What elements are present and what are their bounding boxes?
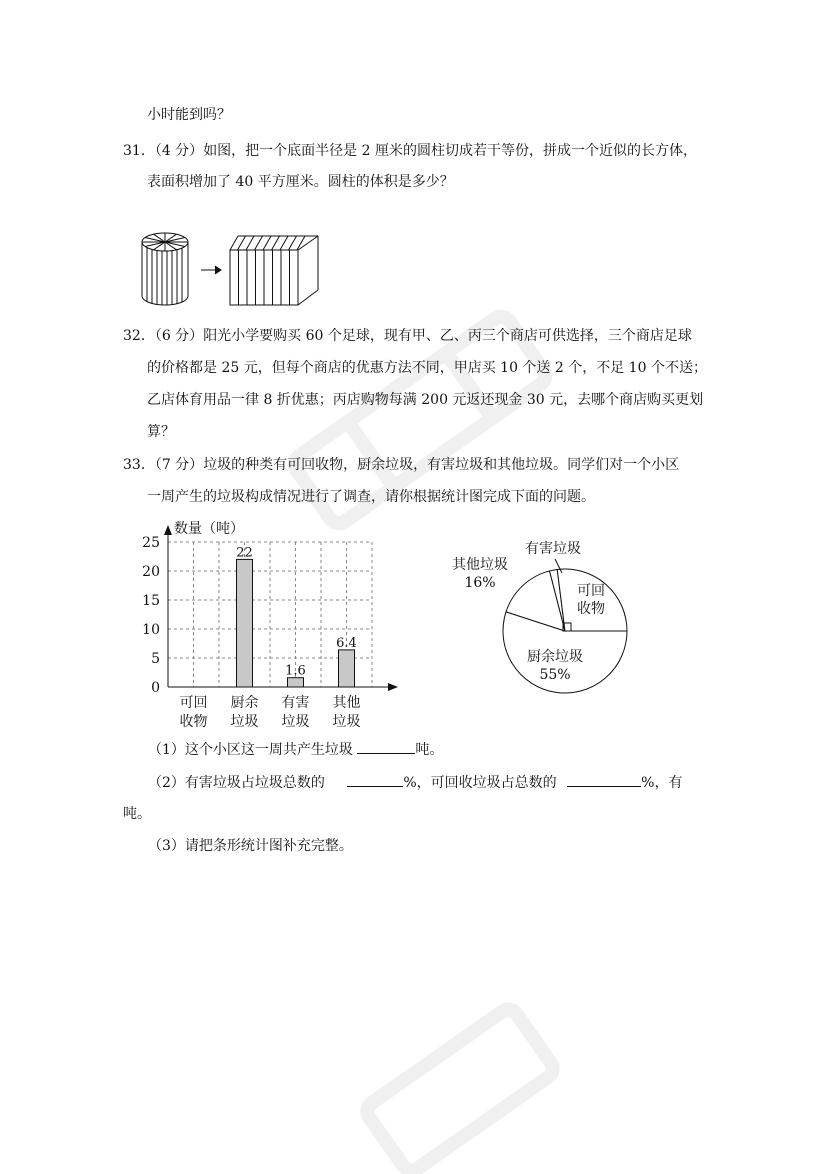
y-tick-label: 0 — [151, 680, 160, 696]
pie-slice-label: 可回 — [577, 583, 605, 599]
pie-slice-label: 厨余垃圾 — [527, 649, 583, 665]
q33-sub2 — [148, 772, 682, 793]
q33-sub1-prefix: （1）这个小区这一周共产生垃圾 — [148, 742, 353, 758]
q33-sub2-line2: 吨。 — [123, 806, 151, 822]
y-tick-label: 5 — [151, 651, 160, 667]
q33-sub2-mid: %，可回收垃圾占总数的 — [403, 775, 557, 791]
cuboid-top-slice — [255, 236, 263, 250]
q33-number: 33． — [123, 457, 155, 473]
pie-slice — [557, 569, 627, 631]
answer-blank-total[interactable] — [357, 739, 415, 754]
x-category-label: 可回 — [179, 695, 208, 711]
cylinder-figure — [142, 233, 188, 305]
q32-line3: 乙店体育用品一律 8 折优惠；丙店购物每满 200 元返还现金 30 元，去哪个商店购买更划 — [147, 392, 704, 408]
pie-slice-percent: 16% — [464, 575, 496, 591]
q33-points: （7 分） — [154, 457, 204, 473]
bar — [288, 678, 304, 687]
y-tick-label: 15 — [142, 593, 160, 609]
pie-slice-label: 其他垃圾 — [452, 557, 508, 573]
cuboid-top-slice — [280, 236, 288, 250]
q31-number: 31． — [123, 143, 155, 159]
prev-question-continuation: 小时能到吗？ — [147, 107, 231, 123]
q32-number: 32． — [123, 328, 155, 344]
pie-slice-percent: 55% — [539, 667, 571, 683]
q31-line2: 表面积增加了 40 平方厘米。圆柱的体积是多少？ — [147, 174, 454, 190]
y-tick-label: 10 — [142, 622, 160, 638]
q33-sub2-suffix: %，有 — [641, 775, 683, 791]
q31-text-1: 如图，把一个底面半径是 2 厘米的圆柱切成若干等份，拼成一个近似的长方体， — [203, 143, 697, 159]
x-category-label: 垃圾 — [230, 714, 259, 730]
cuboid-top-slice — [238, 236, 246, 250]
q33-sub2-prefix: （2）有害垃圾占垃圾总数的 — [148, 775, 325, 791]
bar-chart — [140, 515, 405, 730]
y-axis-arrow — [164, 525, 172, 535]
q32-line1 — [123, 326, 692, 346]
q33-sub1-suffix: 吨。 — [415, 742, 444, 758]
answer-blank-recyclable-percent[interactable] — [567, 772, 641, 787]
x-category-label: 其他 — [332, 695, 361, 711]
x-axis-arrow — [388, 683, 398, 691]
pie-slice-label: 有害垃圾 — [525, 541, 581, 557]
answer-blank-harmful-percent[interactable] — [347, 772, 403, 787]
x-category-label: 收物 — [179, 714, 208, 730]
x-category-label: 有害 — [281, 695, 310, 711]
cuboid-top-slice — [246, 236, 254, 250]
q32-line2: 的价格都是 25 元，但每个商店的优惠方法不同，甲店买 10 个送 2 个，不足 10 个不送； — [147, 360, 707, 376]
y-tick-label: 25 — [142, 535, 160, 551]
x-category-label: 垃圾 — [281, 714, 310, 730]
pie-slice-label: 收物 — [577, 601, 605, 617]
q33-sub3: （3）请把条形统计图补充完整。 — [148, 838, 353, 854]
q33-sub1 — [148, 739, 443, 760]
q31-line1 — [123, 141, 697, 161]
bar — [339, 650, 355, 687]
q32-line4: 算？ — [147, 424, 175, 440]
q33-line2: 一周产生的垃圾构成情况进行了调查，请你根据统计图完成下面的问题。 — [147, 489, 595, 505]
q33-line1 — [123, 455, 679, 475]
y-axis-label: 数量（吨） — [174, 521, 244, 537]
cuboid-top-slice — [263, 236, 271, 250]
cuboid-top-slice — [272, 236, 280, 250]
x-category-label: 厨余 — [230, 695, 259, 711]
y-tick-label: 20 — [142, 564, 160, 580]
bar-data-label: 22 — [236, 545, 253, 561]
q33-text-1: 垃圾的种类有可回收物，厨余垃圾，有害垃圾和其他垃圾。同学们对一个小区 — [203, 457, 680, 473]
q32-points: （6 分） — [154, 328, 204, 344]
cuboid-top-slice — [289, 236, 297, 250]
bar-data-label: 6.4 — [336, 635, 357, 651]
bar-data-label: 1.6 — [285, 663, 306, 679]
cylinder-to-cuboid-figure — [135, 228, 335, 310]
bar — [237, 559, 253, 687]
q31-points: （4 分） — [154, 143, 204, 159]
q32-text-1: 阳光小学要购买 60 个足球，现有甲、乙、丙三个商店可供选择，三个商店足球 — [203, 328, 692, 344]
cuboid-figure — [230, 236, 318, 305]
arrow-icon — [201, 266, 221, 274]
x-category-label: 垃圾 — [332, 714, 361, 730]
pie-chart — [440, 535, 640, 700]
